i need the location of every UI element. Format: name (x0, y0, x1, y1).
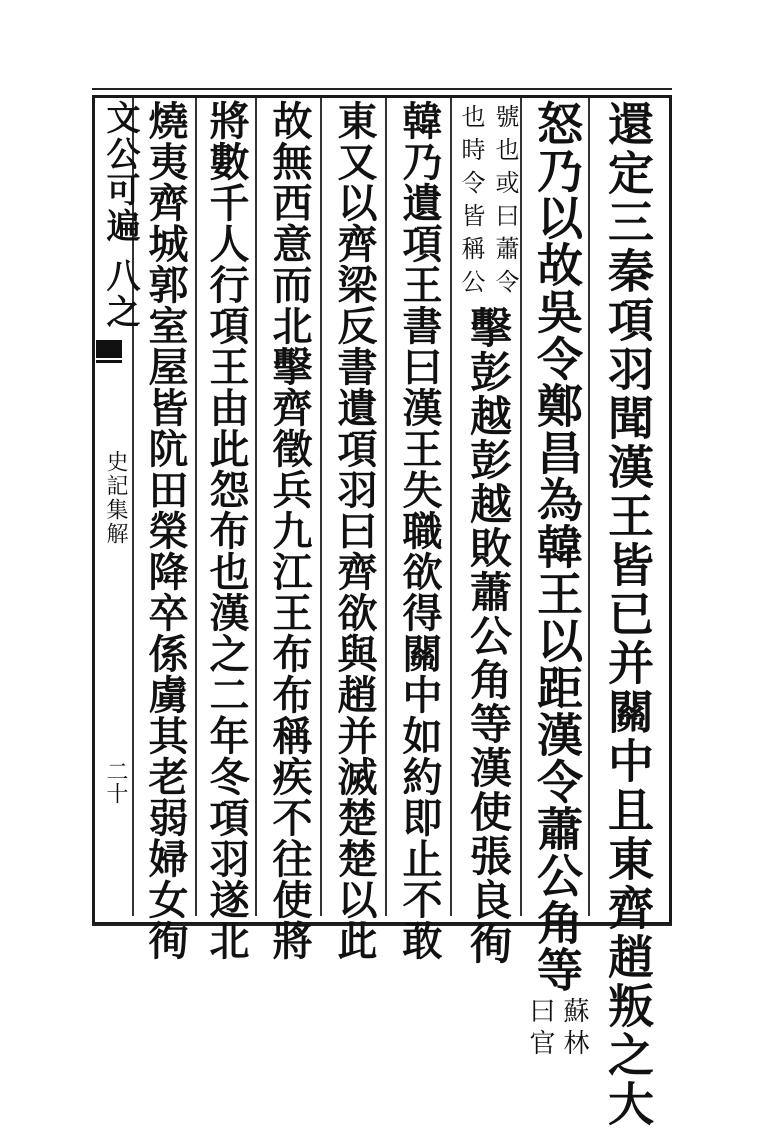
annotation-right: 號也或曰蕭令 (491, 104, 519, 302)
main-text: 還定三秦項羽聞漢王皆已并關中且東齊趙叛之大 (601, 100, 655, 1129)
annotation-right: 蘇林 (559, 997, 589, 1061)
main-text: 韓乃遺項王書曰漢王失職欲得關中如約即止不敢 (396, 100, 443, 961)
column-divider (385, 98, 387, 916)
main-text: 東又以齊梁反書遺項羽曰齊欲與趙并滅楚楚以此 (331, 100, 378, 961)
column-divider (255, 98, 257, 916)
page-number: 二十 (103, 760, 128, 804)
text-column-2 (525, 100, 589, 1061)
annotation-left: 曰官 (525, 997, 555, 1061)
main-text: 擊彭越彭越敗蕭公角等漢使張良徇 (464, 306, 513, 966)
fish-tail-mark (96, 340, 122, 358)
main-text: 將數千人行項王由此怨布也漢之二年冬項羽遂北 (203, 100, 250, 961)
text-column-6 (258, 100, 320, 961)
annotation (456, 104, 520, 302)
column-divider (320, 98, 322, 916)
text-column-4 (388, 100, 450, 961)
annotation (525, 997, 589, 1061)
fish-tail-line (96, 360, 122, 363)
text-column-8 (135, 100, 195, 961)
text-column-3 (456, 100, 520, 966)
main-text: 故無西意而北擊齊徵兵九江王布布稱疾不往使將 (266, 100, 313, 961)
column-divider (450, 98, 452, 916)
book-title: 文公可遍 八之 (100, 100, 140, 330)
column-divider (520, 98, 522, 916)
text-column-7 (197, 100, 255, 961)
annotation-left: 也時令皆稱公 (457, 104, 485, 302)
book-subtitle: 史記集解 (103, 450, 128, 546)
text-column-1 (596, 100, 660, 1129)
column-divider (588, 98, 590, 916)
main-text: 燒夷齊城郭室屋皆阬田榮降卒係虜其老弱婦女徇 (142, 100, 189, 961)
text-column-5 (323, 100, 385, 961)
top-border (92, 88, 672, 90)
main-text: 怒乃以故吳令鄭昌為韓王以距漢令蕭公角等 (530, 100, 584, 993)
